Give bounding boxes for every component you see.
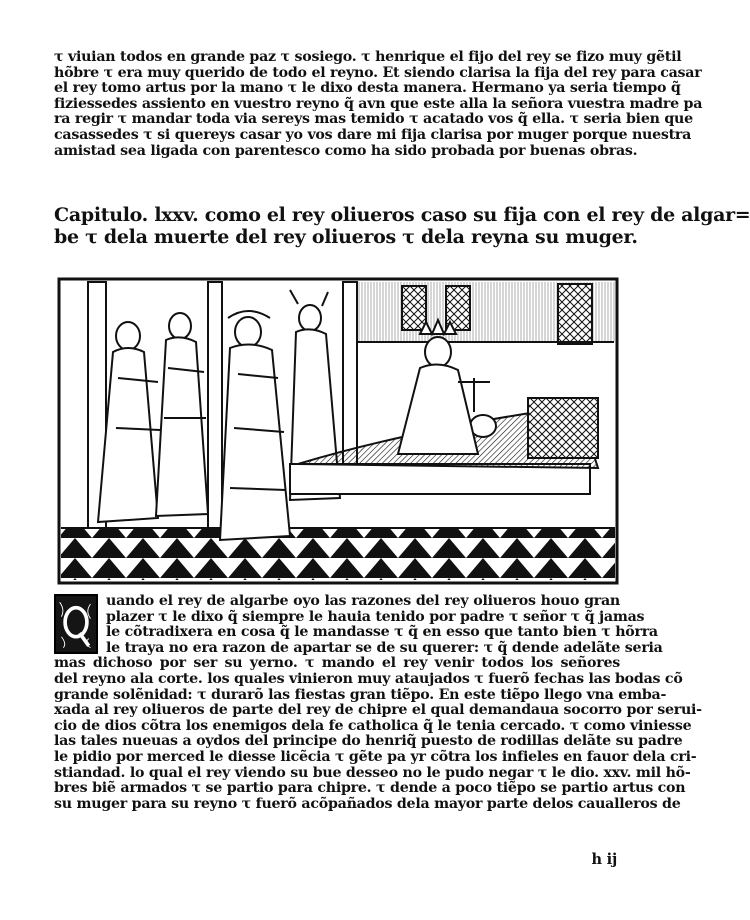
- signature-mark: h ij: [591, 851, 617, 868]
- text-line: mas dichoso por ser su yerno. τ mando el rey venir todos los señores: [54, 655, 620, 672]
- deathbed-scene-image: [58, 278, 618, 584]
- text-line: le cõtradixera en cosa q̃ le mandasse τ q̃ en esso que tanto bien τ hõrra: [106, 624, 658, 641]
- text-line: las tales nueuas a oydos del principe do henriq̃ puesto de rodillas delãte su padre: [54, 733, 683, 750]
- woodcut-illustration: [58, 278, 618, 584]
- bottom-paragraph: [54, 593, 702, 812]
- text-line: fiziessedes assiento en vuestro reyno q̃ avn que este alla la señora vuestra madre pa: [54, 95, 703, 112]
- text-line: le traya no era razon de apartar se de su querer: τ q̃ dende adelãte seria: [106, 639, 663, 656]
- chapter-heading-line: be τ dela muerte del rey oliueros τ dela reyna su muger.: [54, 226, 638, 248]
- text-line: le pidio por merced le diesse licẽcia τ gẽte pa yr cõtra los infieles en fauor dela cri-: [54, 748, 697, 765]
- chapter-heading: [54, 204, 750, 248]
- text-line: stiandad. lo qual el rey viendo su bue desseo no le pudo negar τ le dio. xxv. mil hõ-: [54, 764, 691, 781]
- text-line: del reyno ala corte. los quales vinieron muy ataujados τ fuerõ fechas las bodas cõ: [54, 670, 683, 687]
- text-line: ra regir τ mandar toda via sereys mas temido τ acatado vos q̃ ella. τ seria bien que: [54, 111, 693, 128]
- text-line: hõbre τ era muy querido de todo el reyno. Et siendo clarisa la fija del rey para casar: [54, 64, 702, 81]
- text-line: casassedes τ si quereys casar yo vos dare mi fija clarisa por muger porque nuestra: [54, 126, 692, 143]
- text-line: cio de dios cõtra los enemigos dela fe catholica q̃ le tenia cercado. τ como viniesse: [54, 717, 692, 734]
- text-line: su muger para su reyno τ fuerõ acõpañados dela mayor parte delos caualleros de: [54, 795, 681, 812]
- text-line: τ viuian todos en grande paz τ sosiego. τ henrique el fijo del rey se fizo muy gẽtil: [54, 49, 682, 65]
- text-line: xada al rey oliueros de parte del rey de chipre el qual demandaua socorro por serui-: [54, 702, 702, 719]
- text-line: uando el rey de algarbe oyo las razones del rey oliueros houo gran: [106, 593, 620, 609]
- text-line: bres biẽ armados τ se partio para chipre. τ dende a poco tiẽpo se partio artus con: [54, 780, 686, 797]
- text-line: amistad sea ligada con parentesco como ha sido probada por buenas obras.: [54, 142, 638, 159]
- text-line: grande solẽnidad: τ durarõ las fiestas gran tiẽpo. En este tiẽpo llego vna emba-: [54, 686, 667, 703]
- top-paragraph: [54, 49, 703, 159]
- text-line: el rey tomo artus por la mano τ le dixo desta manera. Hermano ya seria tiempo q̃: [54, 80, 681, 97]
- text-line: plazer τ le dixo q̃ siempre le hauia tenido por padre τ señor τ q̃ jamas: [106, 608, 645, 625]
- chapter-heading-line: Capitulo. lxxv. como el rey oliueros caso su fija con el rey de algar=: [54, 204, 750, 226]
